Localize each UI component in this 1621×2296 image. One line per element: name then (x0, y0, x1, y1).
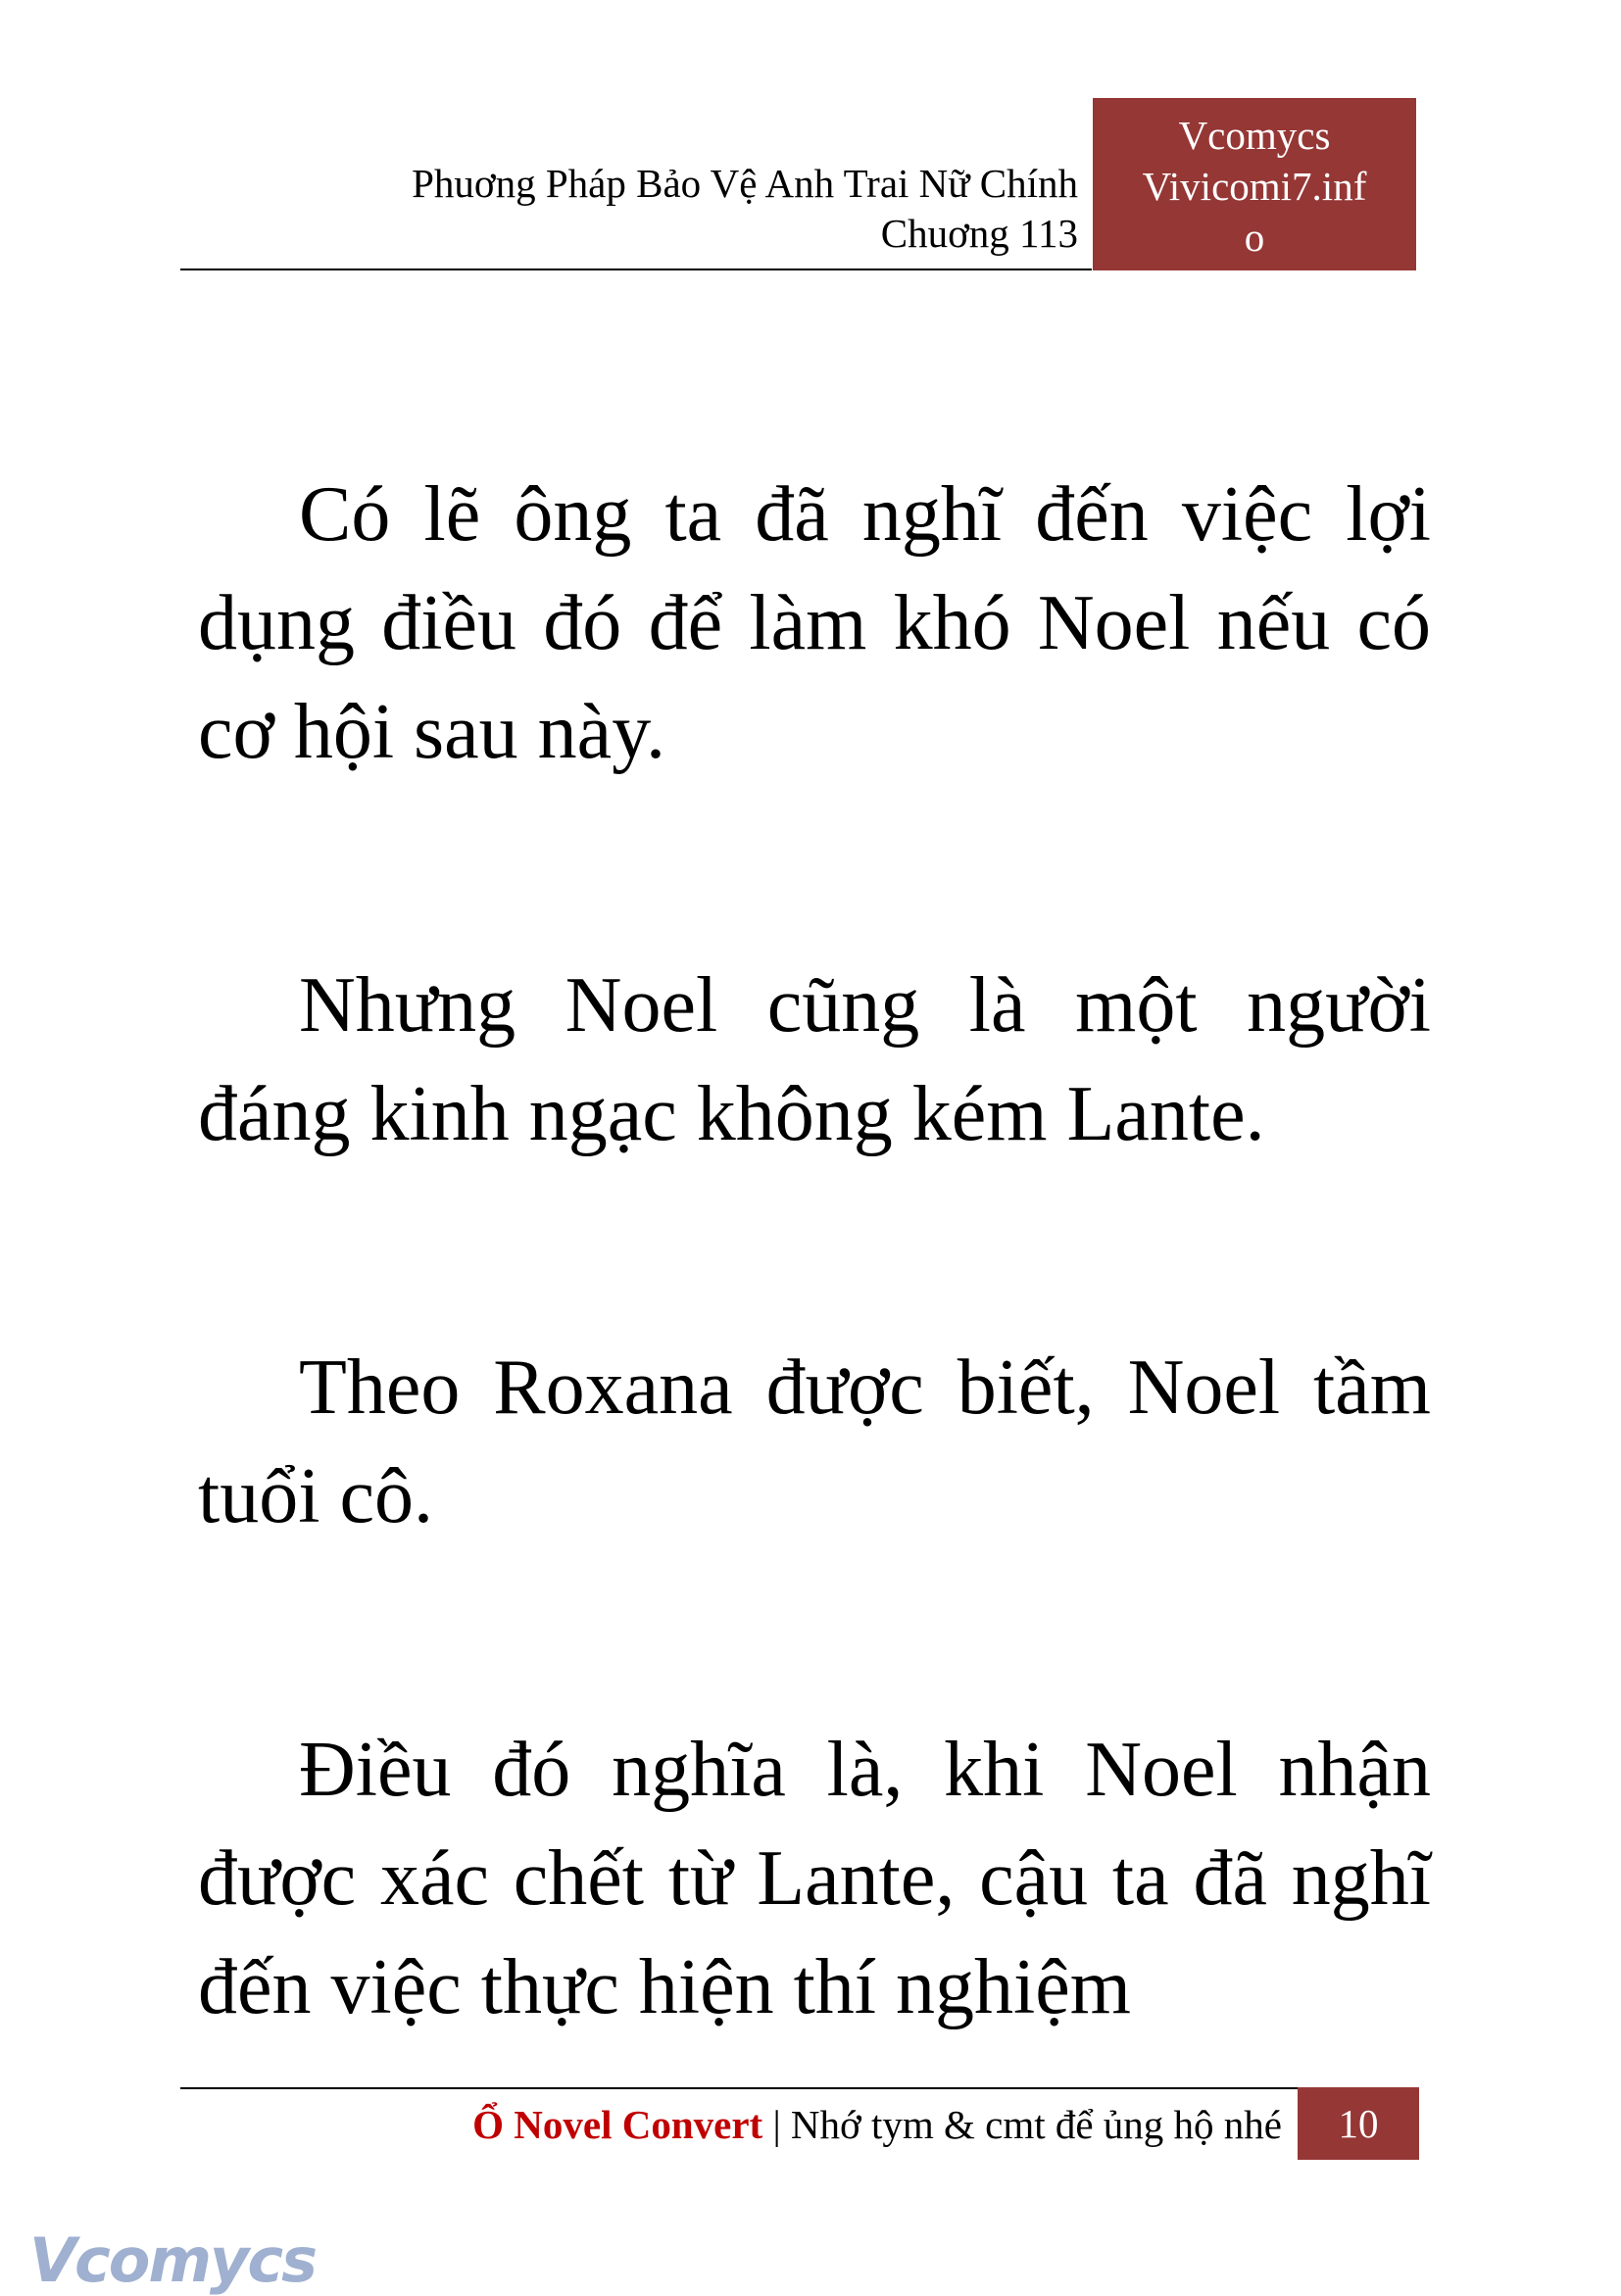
paragraph-1: Có lẽ ông ta đã nghĩ đến việc lợi dụng điều đó để làm khó Noel nếu có cơ hội sau này. (198, 471, 1431, 775)
footer-brand: Ổ Novel Convert (472, 2102, 763, 2147)
paragraph-2: Nhưng Noel cũng là một người đáng kinh ngạc không kém Lante. (198, 962, 1431, 1157)
footer-note: Nhớ tym & cmt để ủng hộ nhé (790, 2102, 1282, 2147)
running-header (412, 159, 1078, 259)
page-content (198, 461, 1431, 2207)
site-name: Vcomycs (1178, 113, 1331, 158)
site-domain-line1: Vivicomi7.inf (1142, 164, 1367, 209)
site-domain-line2: o (1244, 215, 1265, 260)
watermark-logo: Vcomycs (29, 2224, 317, 2296)
footer-separator: | (762, 2102, 791, 2147)
page-number: 10 (1298, 2087, 1419, 2160)
paragraph-3: Theo Roxana được biết, Noel tầm tuổi cô. (198, 1344, 1431, 1539)
header-rule (180, 269, 1092, 270)
chapter-label: Chuơng 113 (880, 211, 1078, 256)
paragraph-4: Điều đó nghĩa là, khi Noel nhận được xác chết từ Lante, cậu ta đã nghĩ đến việc thực hiện thí nghiệm (198, 1727, 1431, 2030)
footer-rule (180, 2087, 1298, 2089)
footer-line (472, 2099, 1282, 2150)
site-badge (1093, 98, 1416, 270)
book-title: Phuơng Pháp Bảo Vệ Anh Trai Nữ Chính (412, 161, 1078, 206)
